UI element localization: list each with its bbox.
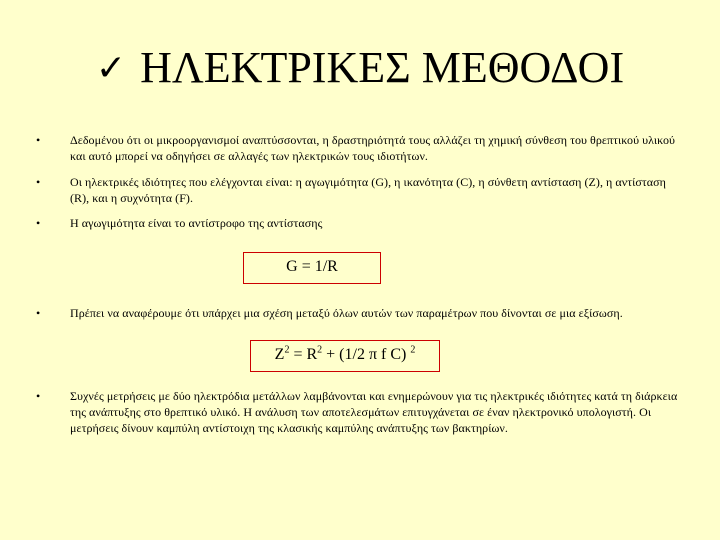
- slide-title-text: ΗΛΕΚΤΡΙΚΕΣ ΜΕΘΟΔΟΙ: [140, 43, 625, 92]
- formula-impedance-rest: + (1/2 π f C): [322, 346, 411, 363]
- formula-impedance-r: = R: [289, 346, 318, 363]
- paragraph-growth-activity: Δεδομένου ότι οι μικροοργανισμοί αναπτύσσονται, η δραστηριότητά τους αλλάζει τη χημική σύνθεση του θρεπτικού υλικού και αυτό μπορεί να οδηγήσει σε αλλαγές των ηλεκτρικών τους ιδιοτήτων.: [70, 133, 676, 163]
- paragraph-measurements: Συχνές μετρήσεις με δύο ηλεκτρόδια μετάλλων λαμβάνονται και ενημερώνουν για τις ηλεκτρικές ιδιότητες κατά τη διάρκεια της ανάπτυξης στο θρεπτικό υλικό. Η ανάλυση των αποτελεσμάτων επιτυγχάνεται σε έναν ηλεκτρονικό υπολογιστή. Οι μετρήσεις δίνουν καμπύλη αντίστοιχη της κλασικής καμπύλης ανάπτυξης των βακτηρίων.: [70, 389, 678, 435]
- bullet-icon: •: [36, 216, 41, 230]
- paragraph-equation-relation: Πρέπει να αναφέρουμε ότι υπάρχει μια σχέση μεταξύ όλων αυτών των παραμέτρων που δίνονται σε μια εξίσωση.: [70, 306, 623, 320]
- formula-exponent: 2: [410, 344, 416, 356]
- paragraph-electrical-properties: Οι ηλεκτρικές ιδιότητες που ελέγχονται είναι: η αγωγιμότητα (G), η ικανότητα (C), η σύνθετη αντίσταση (Ζ), η αντίσταση (R), και η συχνότητα (F).: [70, 175, 666, 205]
- formula-conductance-text: G = 1/R: [286, 258, 338, 275]
- slide-title: [0, 38, 720, 99]
- formula-conductance: [243, 252, 381, 284]
- formula-impedance-z: Z: [274, 346, 285, 363]
- bullet-icon: •: [36, 175, 41, 189]
- bullet-icon: •: [36, 306, 41, 320]
- paragraph-conductance-definition: Η αγωγιμότητα είναι το αντίστροφο της αντίστασης: [70, 216, 323, 230]
- formula-exponent: 2: [317, 344, 323, 356]
- bullet-icon: •: [36, 389, 41, 403]
- formula-exponent: 2: [284, 344, 290, 356]
- bullet-icon: •: [36, 133, 41, 147]
- formula-impedance: [250, 340, 440, 372]
- checkmark-icon: ✓: [95, 48, 127, 89]
